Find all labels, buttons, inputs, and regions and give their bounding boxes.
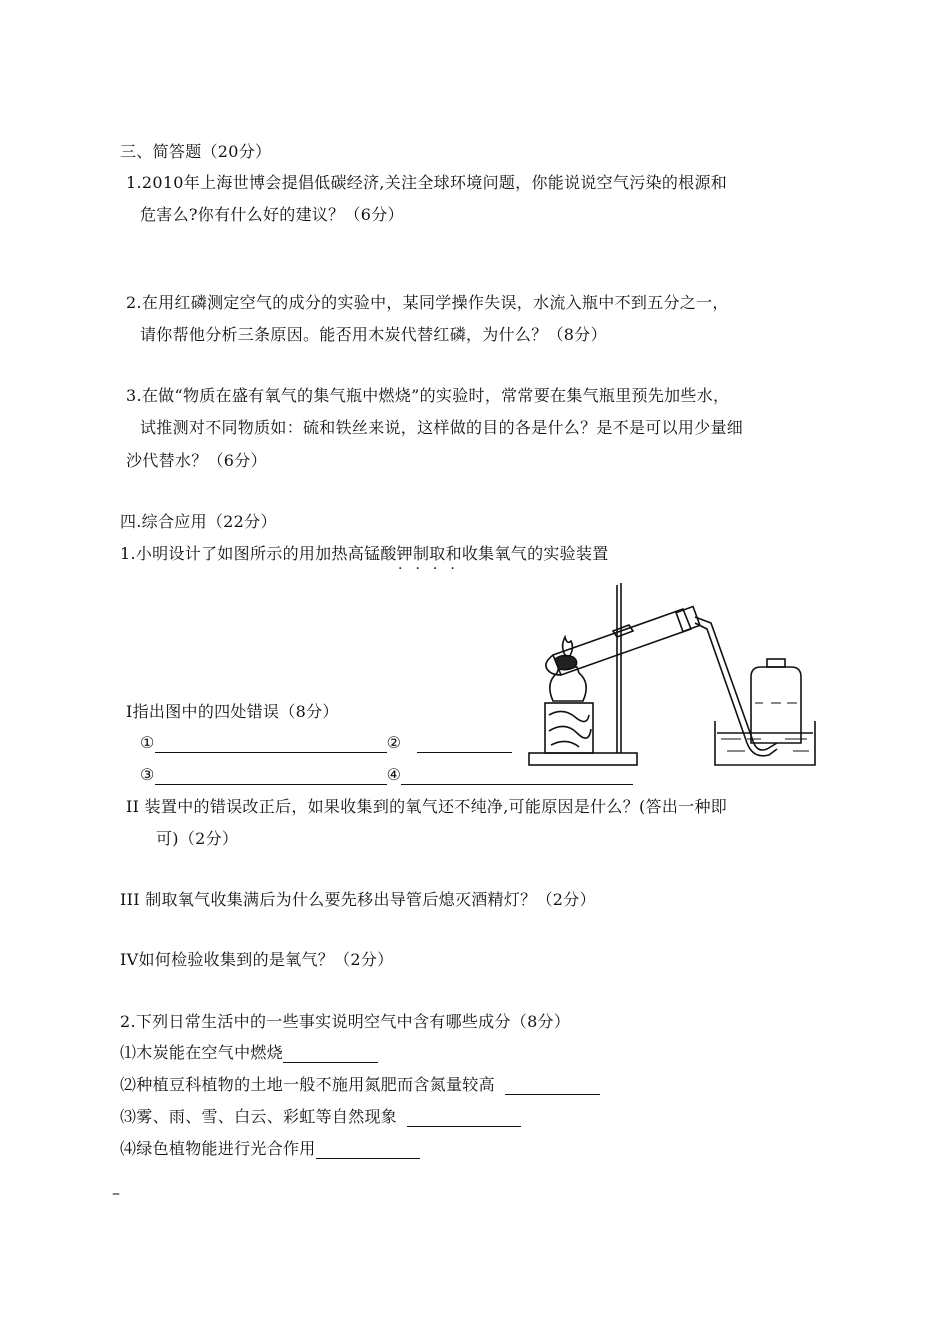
stand-base	[529, 753, 637, 765]
marker-3: ③	[140, 765, 155, 784]
answer-blank-2[interactable]	[417, 736, 512, 753]
q2-blank-1[interactable]	[283, 1046, 378, 1063]
q3-line1: 3.在做“物质在盛有氧气的集气瓶中燃烧”的实验时，常常要在集气瓶里预先加些水，	[126, 386, 730, 405]
q3-line3: 沙代替水？（6分）	[126, 451, 267, 470]
footer-mark: –	[112, 1183, 121, 1202]
q2-item-4-text: ⑷绿色植物能进行光合作用	[120, 1139, 316, 1158]
q2-item-1-text: ⑴木炭能在空气中燃烧	[120, 1043, 284, 1062]
q2-blank-2[interactable]	[505, 1078, 600, 1095]
s4-q2-intro: 2.下列日常生活中的一些事实说明空气中含有哪些成分（8分）	[120, 1012, 571, 1031]
emphasis-dots: ····	[398, 561, 468, 577]
section3-heading: 三、简答题（20分）	[120, 142, 272, 161]
error-row-2	[140, 765, 633, 785]
q2-item-4	[120, 1139, 420, 1159]
q2-item-2	[120, 1075, 600, 1095]
s4-q1-intro: 1.小明设计了如图所示的用加热高锰酸钾制取和收集氧气的实验装置	[120, 544, 609, 563]
part3: III 制取氧气收集满后为什么要先移出导管后熄灭酒精灯？（2分）	[120, 890, 596, 909]
gas-jar	[751, 667, 801, 743]
q2-blank-3[interactable]	[407, 1110, 521, 1127]
marker-4: ④	[386, 765, 402, 784]
q3-line2: 试推测对不同物质如：硫和铁丝来说，这样做的目的各是什么？是不是可以用少量细	[140, 418, 744, 437]
q2-blank-4[interactable]	[316, 1142, 420, 1159]
part1-label: I指出图中的四处错误（8分）	[126, 702, 339, 721]
marker-2: ②	[386, 733, 402, 752]
q1-line2: 危害么?你有什么好的建议？（6分）	[140, 205, 404, 224]
q2-item-3-text: ⑶雾、雨、雪、白云、彩虹等自然现象	[120, 1107, 398, 1126]
apparatus-diagram	[515, 575, 835, 775]
q2-item-1	[120, 1043, 378, 1063]
part4: IV如何检验收集到的是氧气？（2分）	[120, 950, 394, 969]
marker-1: ①	[140, 733, 155, 752]
q2-line1: 2.在用红磷测定空气的成分的实验中，某同学操作失误，水流入瓶中不到五分之一，	[126, 293, 729, 312]
q2-item-3	[120, 1107, 521, 1127]
answer-blank-3[interactable]	[155, 768, 387, 785]
delivery-tube	[695, 617, 777, 750]
q2-item-2-text: ⑵种植豆科植物的土地一般不施用氮肥而含氮量较高	[120, 1075, 495, 1094]
part2-line1: II 装置中的错误改正后，如果收集到的氧气还不纯净,可能原因是什么？(答出一种即	[126, 797, 728, 816]
answer-blank-4[interactable]	[401, 768, 633, 785]
section4-heading: 四.综合应用（22分）	[120, 512, 277, 531]
error-row-1	[140, 733, 512, 753]
q2-line2: 请你帮他分析三条原因。能否用木炭代替红磷，为什么？（8分）	[140, 325, 607, 344]
answer-blank-1[interactable]	[155, 736, 387, 753]
q1-line1: 1.2010年上海世博会提倡低碳经济,关注全球环境问题，你能说说空气污染的根源和	[126, 173, 728, 192]
part2-line2: 可)（2分）	[156, 829, 239, 848]
